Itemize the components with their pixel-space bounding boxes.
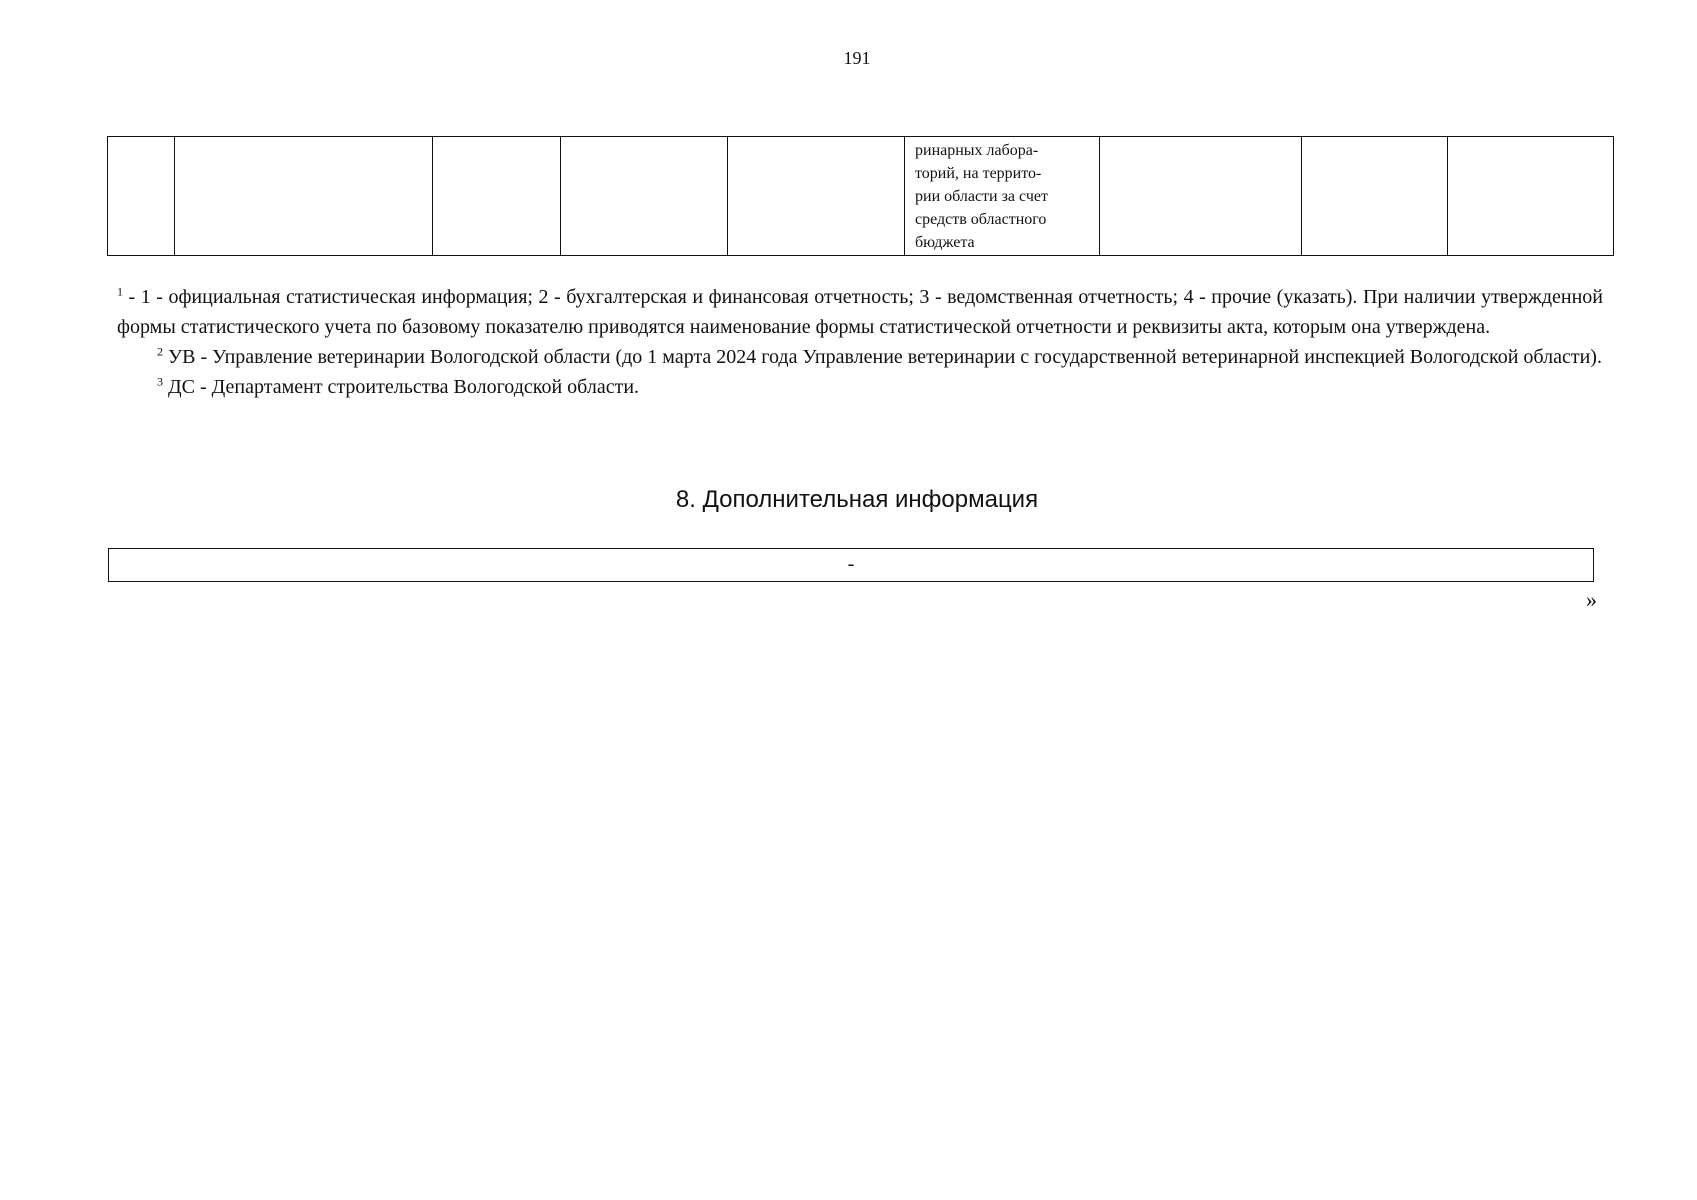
cell-line: рии области за счет: [915, 188, 1048, 205]
table-cell-empty: [108, 137, 175, 256]
cell-line: ринарных лабора-: [915, 142, 1039, 159]
footnote-2: [117, 342, 1603, 372]
table-cell-empty: [175, 137, 433, 256]
closing-quote: »: [1586, 587, 1597, 612]
footnote-1-text: - 1 - официальная статистическая информация; 2 - бухгалтерская и финансовая отчетность; 3 - ведомственная отчетность; 4 - прочие (указать). При наличии утвержденной формы статистического учета по базовому показателю приводятся наименование формы статистической отчетности и реквизиты акта, которым она утверждена.: [117, 286, 1603, 338]
footnote-1: [117, 282, 1603, 342]
table-row: [108, 137, 1614, 256]
additional-info-value: -: [847, 553, 855, 575]
table-cell-empty: [433, 137, 561, 256]
page-number: 191: [843, 48, 871, 68]
additional-info-box: [108, 548, 1594, 582]
footnote-3-mark: 3: [157, 374, 163, 389]
footnotes: [117, 282, 1603, 402]
footnote-2-text: УВ - Управление ветеринарии Вологодской области (до 1 марта 2024 года Управление ветеринарии с государственной ветеринарной инспекцией Вологодской области).: [163, 346, 1602, 368]
cell-line: торий, на террито-: [915, 165, 1042, 182]
table-cell-text: [905, 137, 1100, 256]
cell-line: средств областного: [915, 211, 1047, 228]
table-cell-empty: [1448, 137, 1614, 256]
footnote-3: [117, 372, 1603, 402]
table-cell-empty: [1100, 137, 1302, 256]
section-title: 8. Дополнительная информация: [675, 486, 1039, 513]
footnote-2-mark: 2: [157, 344, 163, 359]
table-cell-empty: [1302, 137, 1448, 256]
footnote-1-mark: 1: [117, 284, 123, 299]
cell-line: бюджета: [915, 234, 975, 251]
continuation-table: [107, 136, 1614, 256]
footnote-3-text: ДС - Департамент строительства Вологодской области.: [163, 376, 640, 398]
table-cell-empty: [561, 137, 728, 256]
table-cell-empty: [728, 137, 905, 256]
